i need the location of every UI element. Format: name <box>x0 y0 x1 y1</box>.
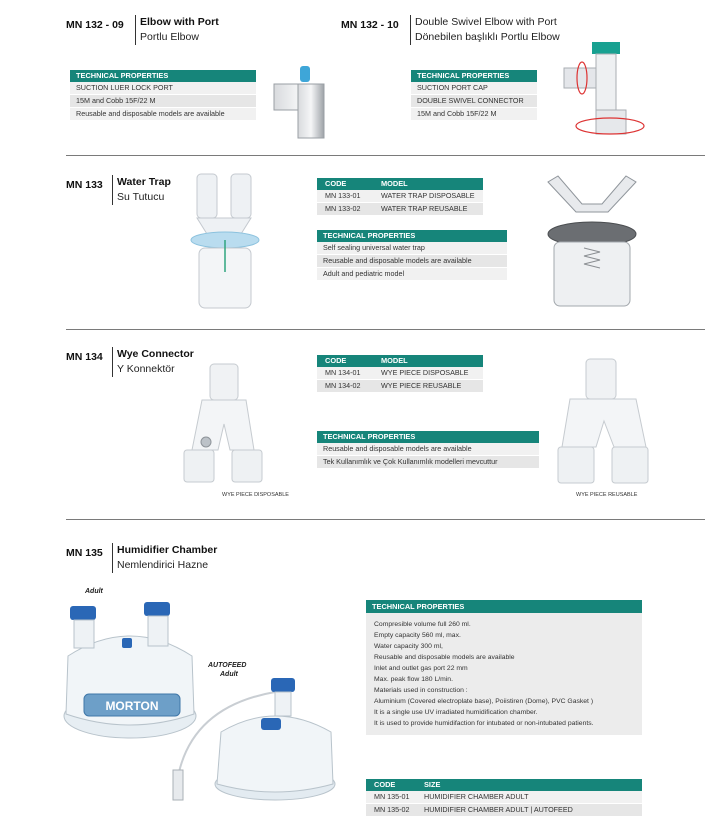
product-title: Wye Connector <box>117 348 194 360</box>
label-adult: Adult <box>85 588 103 595</box>
code-header: CODE <box>325 179 347 188</box>
product-title: Humidifier Chamber <box>117 544 218 556</box>
tech-header: TECHNICAL PROPERTIES <box>70 70 256 82</box>
tech-row: Tek Kullanımlık ve Çok Kullanımlık modelleri mevcuttur <box>317 456 539 469</box>
tech-row: SUCTION PORT CAP <box>411 82 537 95</box>
tech-line: Compresible volume full 260 ml. <box>374 621 471 628</box>
mn132-10-header <box>341 15 399 33</box>
product-code: MN 133 <box>66 179 103 191</box>
product-code: MN 132 - 10 <box>341 19 399 31</box>
table-row: MN 134-01 WYE PIECE DISPOSABLE <box>317 367 483 380</box>
mn132-09-title-block <box>135 15 219 45</box>
humidifier-autofeed-image <box>165 676 340 806</box>
product-subtitle: Dönebilen başlıklı Portlu Elbow <box>415 31 560 43</box>
wye-reusable-image <box>548 355 658 490</box>
mn133-header <box>66 175 103 193</box>
tech-row: 15M and Cobb 15F/22 M <box>411 108 537 121</box>
section-divider <box>66 329 705 330</box>
label-autofeed: AUTOFEED <box>208 662 247 669</box>
mn133-tech-table <box>317 230 507 281</box>
water-trap-image <box>185 168 265 316</box>
wye-disposable-image <box>178 360 268 490</box>
tech-row: Reusable and disposable models are available <box>317 443 539 456</box>
mn132-10-tech-table <box>411 70 537 121</box>
mn135-tech-box <box>366 600 642 750</box>
tech-row: Self sealing universal water trap <box>317 242 507 255</box>
tech-line: It is a single use UV irradiated humidification chamber. <box>374 709 538 716</box>
section-divider <box>66 519 705 520</box>
section-divider <box>66 155 705 156</box>
code-header: CODE <box>325 356 347 365</box>
tech-row: 15M and Cobb 15F/22 M <box>70 95 256 108</box>
elbow-with-port-image <box>270 62 330 142</box>
tech-line: It is used to provide humidifaction for intubated or non-intubated patients. <box>374 720 594 727</box>
tech-header: TECHNICAL PROPERTIES <box>411 70 537 82</box>
tech-row: Reusable and disposable models are available <box>70 108 256 121</box>
product-code: MN 134 <box>66 351 103 363</box>
tech-header: TECHNICAL PROPERTIES <box>317 230 507 242</box>
mn135-title-block <box>112 543 217 573</box>
tech-row: DOUBLE SWIVEL CONNECTOR <box>411 95 537 108</box>
water-trap-reusable-image <box>538 172 648 312</box>
table-row: MN 133-01 WATER TRAP DISPOSABLE <box>317 190 483 203</box>
table-row: MN 135-02 HUMIDIFIER CHAMBER ADULT | AUTOFEED <box>366 804 642 817</box>
tech-line: Materials used in construction : <box>374 687 468 694</box>
product-title: Elbow with Port <box>140 16 219 28</box>
product-subtitle: Y Konnektör <box>117 363 175 375</box>
product-subtitle: Su Tutucu <box>117 191 165 203</box>
mn134-header <box>66 347 103 365</box>
mn132-09-tech-table <box>70 70 256 121</box>
tech-row: Reusable and disposable models are available <box>317 255 507 268</box>
table-row: MN 135-01 HUMIDIFIER CHAMBER ADULT <box>366 791 642 804</box>
mn134-model-table <box>317 355 483 393</box>
model-header: MODEL <box>381 179 408 188</box>
table-row: MN 133-02 WATER TRAP REUSABLE <box>317 203 483 216</box>
product-subtitle: Portlu Elbow <box>140 31 199 43</box>
label-autofeed-adult: Adult <box>220 671 238 678</box>
mn132-10-title-block <box>410 15 560 45</box>
brand-logo: MORTON <box>105 699 159 713</box>
tech-line: Aluminium (Covered electroplate base), Poiistiren (Dome), PVC Gasket ) <box>374 698 594 705</box>
tech-line: Max. peak flow 180 L/min. <box>374 676 453 683</box>
product-code: MN 135 <box>66 547 103 559</box>
product-title: Water Trap <box>117 176 171 188</box>
tech-line: Reusable and disposable models are available <box>374 654 515 661</box>
double-swivel-elbow-image <box>560 38 650 148</box>
tech-header: TECHNICAL PROPERTIES <box>317 431 539 443</box>
size-header: SIZE <box>424 780 441 789</box>
product-subtitle: Nemlendirici Hazne <box>117 559 209 571</box>
tech-row: SUCTION LUER LOCK PORT <box>70 82 256 95</box>
tech-body <box>366 613 642 735</box>
product-title: Double Swivel Elbow with Port <box>415 16 557 28</box>
code-header: CODE <box>374 780 396 789</box>
tech-line: Empty capacity 560 ml, max. <box>374 632 461 639</box>
mn132-09-header <box>66 15 124 33</box>
mn133-model-table <box>317 178 483 216</box>
model-header: MODEL <box>381 356 408 365</box>
tech-header: TECHNICAL PROPERTIES <box>366 600 642 613</box>
wye-disposable-caption: WYE PIECE DISPOSABLE <box>222 492 289 498</box>
mn135-header <box>66 543 103 561</box>
tech-line: Water capacity 300 ml, <box>374 643 443 650</box>
mn133-title-block <box>112 175 171 205</box>
wye-reusable-caption: WYE PIECE REUSABLE <box>576 492 638 498</box>
tech-row: Adult and pediatric model <box>317 268 507 281</box>
product-code: MN 132 - 09 <box>66 19 124 31</box>
mn135-size-table <box>366 779 642 817</box>
mn134-tech-table <box>317 431 539 469</box>
table-row: MN 134-02 WYE PIECE REUSABLE <box>317 380 483 393</box>
tech-line: Inlet and outlet gas port 22 mm <box>374 665 468 672</box>
